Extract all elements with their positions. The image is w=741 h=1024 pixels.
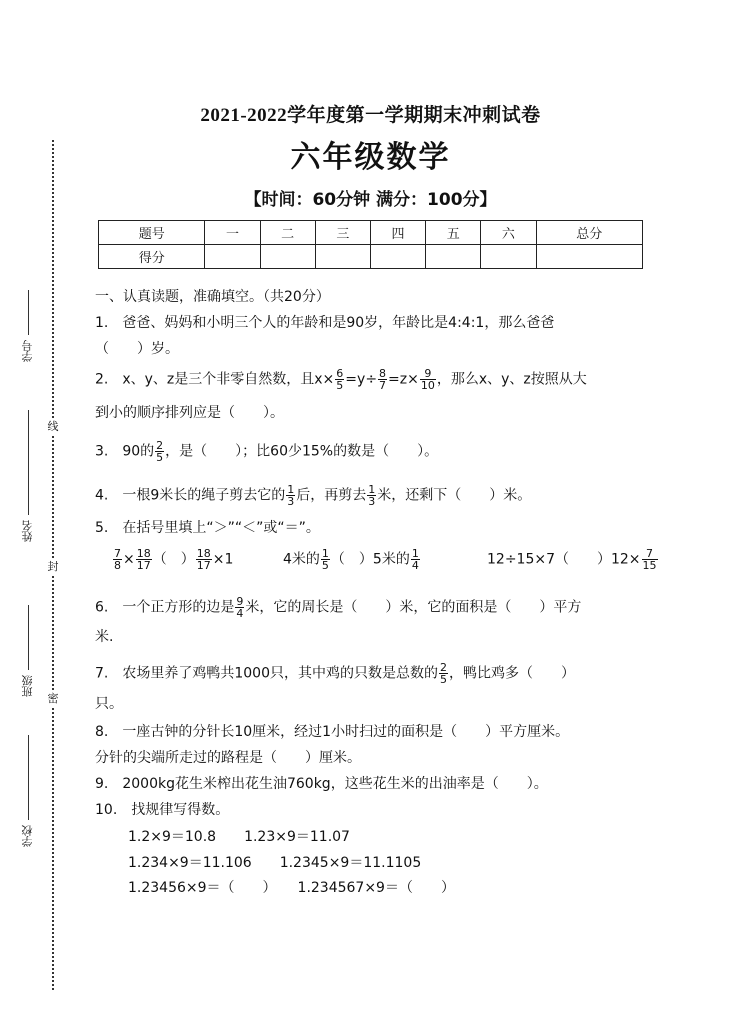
school-label: 学校 — [21, 825, 34, 847]
seal-char-feng: 封 — [44, 558, 62, 574]
question-2-line1 — [95, 368, 587, 391]
question-10-row3: 1.23456×9＝（ ） 1.234567×9＝（ ） — [128, 880, 455, 896]
q5-times: × — [123, 551, 135, 568]
time-info: 【时间：60分钟 满分：100分】 — [244, 190, 497, 210]
score-table-score-row — [99, 245, 643, 269]
exam-title: 2021-2022学年度第一学期期末冲刺试卷 — [200, 105, 541, 126]
fraction: $\frac{7}{8}$ — [114, 547, 121, 572]
fraction: $\frac{1}{4}$ — [411, 547, 419, 572]
fraction: $\frac{1}{3}$ — [368, 483, 376, 508]
question-5-part1 — [112, 548, 233, 571]
q2-text-tail: ，那么x、y、z按照从大 — [436, 371, 587, 388]
question-6-line2: 米. — [95, 629, 114, 645]
table-cell: 二 — [260, 221, 315, 245]
seal-char-xian: 线 — [44, 418, 62, 434]
q2-text-m2: =z× — [388, 371, 419, 388]
score-table — [98, 220, 643, 269]
question-8-line2: 分针的尖端所走过的路程是（ ）厘米。 — [95, 750, 361, 766]
question-3 — [95, 440, 438, 463]
fraction: $\frac{7}{15}$ — [642, 547, 657, 572]
q4-text-a: 4. 一根9米长的绳子剪去它的 — [95, 487, 286, 504]
student-no-line — [28, 290, 29, 335]
question-10-row1: 1.2×9＝10.8 1.23×9＝11.07 — [128, 829, 350, 845]
table-cell: 四 — [370, 221, 425, 245]
fraction: $\frac{18}{17}$ — [136, 547, 151, 572]
score-input-cell[interactable] — [536, 245, 642, 269]
q4-text-b: 后，再剪去 — [296, 487, 367, 504]
fraction: $\frac{1}{3}$ — [287, 483, 295, 508]
q5-p2-text: 4米的 — [283, 551, 320, 568]
question-4 — [95, 484, 531, 507]
fraction: $\frac{2}{5}$ — [440, 661, 447, 686]
score-input-cell[interactable] — [370, 245, 425, 269]
question-5-part3 — [487, 548, 659, 571]
table-cell: 三 — [315, 221, 370, 245]
score-input-cell[interactable] — [205, 245, 260, 269]
question-2-line2: 到小的顺序排列应是（ ）。 — [95, 405, 284, 421]
q7-text-a: 7. 农场里养了鸡鸭共1000只，其中鸡的只数是总数的 — [95, 665, 438, 682]
q4-text-c: 米，还剩下（ ）米。 — [377, 487, 532, 504]
seal-char-mi: 密 — [44, 690, 62, 706]
fraction: $\frac{9}{10}$ — [420, 367, 435, 392]
score-input-cell[interactable] — [315, 245, 370, 269]
q5-blank: （ ） — [152, 551, 195, 568]
question-1-line2: （ ）岁。 — [95, 341, 179, 357]
q5-p3-text: 12÷15×7（ ）12× — [487, 551, 641, 568]
q6-text-b: 米，它的周长是（ ）米，它的面积是（ ）平方 — [245, 599, 582, 616]
table-cell: 题号 — [99, 221, 205, 245]
subject-title: 六年级数学 — [290, 140, 451, 175]
table-cell: 总分 — [536, 221, 642, 245]
question-8-line1: 8. 一座古钟的分针长10厘米，经过1小时扫过的面积是（ ）平方厘米。 — [95, 724, 570, 740]
fraction: $\frac{2}{5}$ — [156, 439, 164, 464]
student-no-label: 学号 — [21, 340, 34, 362]
fraction: $\frac{6}{5}$ — [336, 367, 344, 392]
score-input-cell[interactable] — [426, 245, 481, 269]
question-7-line1 — [95, 662, 575, 685]
section-heading: 一、认真读题，准确填空。（共20分） — [95, 289, 330, 305]
q3-text-b: ，是（ ）；比60少15%的数是（ ）。 — [165, 443, 439, 460]
table-cell: 一 — [205, 221, 260, 245]
q6-text-a: 6. 一个正方形的边是 — [95, 599, 235, 616]
score-table-header-row — [99, 221, 643, 245]
question-9: 9. 2000kg花生米榨出花生油760kg，这些花生米的出油率是（ ）。 — [95, 776, 548, 792]
school-line — [28, 735, 29, 820]
fraction: $\frac{8}{7}$ — [379, 367, 387, 392]
question-7-line2: 只。 — [95, 696, 123, 712]
q2-text-a: 2. x、y、z是三个非零自然数，且x× — [95, 371, 335, 388]
class-label: 班级 — [21, 675, 34, 697]
question-10-row2: 1.234×9＝11.106 1.2345×9＝11.1105 — [128, 855, 422, 871]
q7-text-b: ，鸭比鸡多（ ） — [449, 665, 575, 682]
name-label: 姓名 — [21, 520, 34, 542]
fraction: $\frac{18}{17}$ — [196, 547, 211, 572]
name-line — [28, 410, 29, 515]
score-input-cell[interactable] — [260, 245, 315, 269]
table-cell: 五 — [426, 221, 481, 245]
q5-times-one: ×1 — [212, 551, 234, 568]
q3-text-a: 3. 90的 — [95, 443, 155, 460]
question-6-line1 — [95, 596, 581, 619]
question-1-line1: 1. 爸爸、妈妈和小明三个人的年龄和是90岁，年龄比是4:4:1，那么爸爸 — [95, 315, 555, 331]
q5-p2-mid: （ ）5米的 — [330, 551, 410, 568]
q2-text-m1: =y÷ — [345, 371, 378, 388]
question-5-heading: 5. 在括号里填上“＞”“＜”或“＝”。 — [95, 520, 320, 536]
question-5-part2 — [283, 548, 421, 571]
question-10-heading: 10. 找规律写得数。 — [95, 802, 230, 818]
table-cell: 六 — [481, 221, 536, 245]
fraction: $\frac{9}{4}$ — [236, 595, 244, 620]
fraction: $\frac{1}{5}$ — [321, 547, 329, 572]
table-cell: 得分 — [99, 245, 205, 269]
score-input-cell[interactable] — [481, 245, 536, 269]
class-line — [28, 605, 29, 670]
